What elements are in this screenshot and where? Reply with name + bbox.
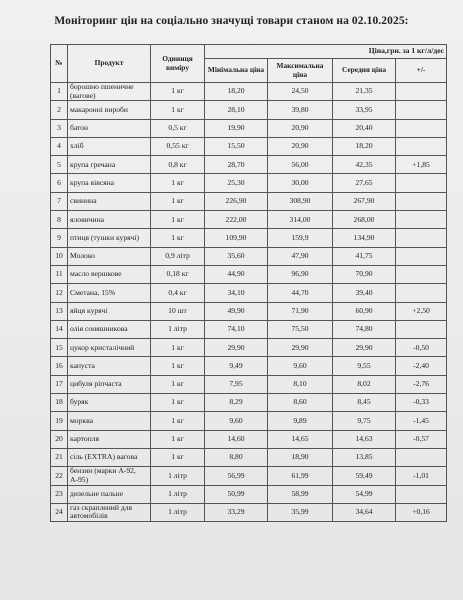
- price-change: -0,57: [396, 430, 447, 448]
- table-row: [51, 503, 447, 521]
- max-price: 56,00: [268, 156, 333, 174]
- row-number: 22: [51, 467, 68, 485]
- unit-cell: 0,18 кг: [151, 265, 205, 283]
- avg-price: 59,49: [333, 467, 396, 485]
- unit-cell: 0,8 кг: [151, 156, 205, 174]
- product-name: макаронні вироби: [68, 101, 151, 119]
- table-row: [51, 156, 447, 174]
- price-change: +1,85: [396, 156, 447, 174]
- min-price: 8,80: [205, 448, 268, 466]
- product-name: цукор кристалічний: [68, 339, 151, 357]
- product-name: яловичина: [68, 211, 151, 229]
- max-price: 9,60: [268, 357, 333, 375]
- unit-cell: 1 кг: [151, 229, 205, 247]
- row-number: 4: [51, 137, 68, 155]
- unit-cell: 1 кг: [151, 211, 205, 229]
- avg-price: 54,99: [333, 485, 396, 503]
- max-price: 9,89: [268, 412, 333, 430]
- header-unit: Одиниця виміру: [151, 45, 205, 83]
- max-price: 71,90: [268, 302, 333, 320]
- max-price: 8,10: [268, 375, 333, 393]
- min-price: 74,10: [205, 320, 268, 338]
- table-row: [51, 137, 447, 155]
- unit-cell: 1 літр: [151, 503, 205, 521]
- unit-cell: 1 кг: [151, 101, 205, 119]
- avg-price: 9,75: [333, 412, 396, 430]
- table-row: [51, 467, 447, 485]
- row-number: 6: [51, 174, 68, 192]
- product-name: газ скраплений для автомобілів: [68, 503, 151, 521]
- table-row: [51, 394, 447, 412]
- min-price: 19,90: [205, 119, 268, 137]
- product-name: цибуля ріпчаста: [68, 375, 151, 393]
- max-price: 58,99: [268, 485, 333, 503]
- price-change: [396, 265, 447, 283]
- avg-price: 13,85: [333, 448, 396, 466]
- row-number: 7: [51, 192, 68, 210]
- price-change: -0,50: [396, 339, 447, 357]
- product-name: Молоко: [68, 247, 151, 265]
- unit-cell: 1 кг: [151, 339, 205, 357]
- avg-price: 267,90: [333, 192, 396, 210]
- row-number: 13: [51, 302, 68, 320]
- table-row: [51, 375, 447, 393]
- max-price: 24,50: [268, 83, 333, 101]
- avg-price: 27,65: [333, 174, 396, 192]
- product-name: яйця курячі: [68, 302, 151, 320]
- price-change: +2,50: [396, 302, 447, 320]
- unit-cell: 1 кг: [151, 448, 205, 466]
- max-price: 61,99: [268, 467, 333, 485]
- max-price: 35,99: [268, 503, 333, 521]
- avg-price: 8,45: [333, 394, 396, 412]
- min-price: 33,29: [205, 503, 268, 521]
- max-price: 29,90: [268, 339, 333, 357]
- header-min: Мінімальна ціна: [205, 59, 268, 83]
- unit-cell: 0,55 кг: [151, 137, 205, 155]
- avg-price: 39,40: [333, 284, 396, 302]
- unit-cell: 1 літр: [151, 320, 205, 338]
- min-price: 14,60: [205, 430, 268, 448]
- unit-cell: 1 кг: [151, 430, 205, 448]
- avg-price: 18,20: [333, 137, 396, 155]
- max-price: 47,90: [268, 247, 333, 265]
- min-price: 7,95: [205, 375, 268, 393]
- product-name: морква: [68, 412, 151, 430]
- row-number: 24: [51, 503, 68, 521]
- price-change: -1,01: [396, 467, 447, 485]
- price-change: [396, 174, 447, 192]
- table-row: [51, 265, 447, 283]
- min-price: 25,30: [205, 174, 268, 192]
- row-number: 18: [51, 394, 68, 412]
- max-price: 30,00: [268, 174, 333, 192]
- table-row: [51, 284, 447, 302]
- max-price: 96,90: [268, 265, 333, 283]
- max-price: 159,9: [268, 229, 333, 247]
- header-avg: Середня ціна: [333, 59, 396, 83]
- min-price: 15,50: [205, 137, 268, 155]
- price-change: [396, 320, 447, 338]
- max-price: 44,70: [268, 284, 333, 302]
- row-number: 20: [51, 430, 68, 448]
- table-row: [51, 119, 447, 137]
- unit-cell: 1 літр: [151, 467, 205, 485]
- table-row: [51, 412, 447, 430]
- price-change: -2,40: [396, 357, 447, 375]
- table-row: [51, 430, 447, 448]
- row-number: 21: [51, 448, 68, 466]
- row-number: 1: [51, 83, 68, 101]
- row-number: 23: [51, 485, 68, 503]
- avg-price: 60,90: [333, 302, 396, 320]
- min-price: 109,90: [205, 229, 268, 247]
- min-price: 44,90: [205, 265, 268, 283]
- avg-price: 34,64: [333, 503, 396, 521]
- price-change: [396, 137, 447, 155]
- product-name: масло вершкове: [68, 265, 151, 283]
- min-price: 28,10: [205, 101, 268, 119]
- row-number: 2: [51, 101, 68, 119]
- min-price: 8,29: [205, 394, 268, 412]
- row-number: 10: [51, 247, 68, 265]
- unit-cell: 1 кг: [151, 394, 205, 412]
- price-change: [396, 101, 447, 119]
- max-price: 8,60: [268, 394, 333, 412]
- avg-price: 8,02: [333, 375, 396, 393]
- product-name: Сметана, 15%: [68, 284, 151, 302]
- product-name: крупа вівсяна: [68, 174, 151, 192]
- table-row: [51, 83, 447, 101]
- max-price: 308,90: [268, 192, 333, 210]
- product-name: крупа гречана: [68, 156, 151, 174]
- price-change: [396, 247, 447, 265]
- avg-price: 9,55: [333, 357, 396, 375]
- price-change: [396, 284, 447, 302]
- row-number: 12: [51, 284, 68, 302]
- row-number: 5: [51, 156, 68, 174]
- price-change: [396, 485, 447, 503]
- document-title: Моніторинг цін на соціально значущі товари станом на 02.10.2025:: [54, 15, 409, 27]
- row-number: 11: [51, 265, 68, 283]
- max-price: 14,65: [268, 430, 333, 448]
- header-product: Продукт: [68, 45, 151, 83]
- price-change: [396, 83, 447, 101]
- max-price: 314,00: [268, 211, 333, 229]
- unit-cell: 1 кг: [151, 357, 205, 375]
- avg-price: 134,90: [333, 229, 396, 247]
- table-row: [51, 339, 447, 357]
- unit-cell: 1 кг: [151, 412, 205, 430]
- unit-cell: 0,9 літр: [151, 247, 205, 265]
- min-price: 49,90: [205, 302, 268, 320]
- table-row: [51, 174, 447, 192]
- avg-price: 29,90: [333, 339, 396, 357]
- max-price: 18,90: [268, 448, 333, 466]
- header-change: +/-: [396, 59, 447, 83]
- min-price: 226,90: [205, 192, 268, 210]
- table-row: [51, 320, 447, 338]
- unit-cell: 10 шт: [151, 302, 205, 320]
- min-price: 50,99: [205, 485, 268, 503]
- table-row: [51, 192, 447, 210]
- price-change: -2,76: [396, 375, 447, 393]
- price-table: [50, 44, 447, 522]
- max-price: 20,90: [268, 119, 333, 137]
- header-max: Максимальна ціна: [268, 59, 333, 83]
- unit-cell: 1 кг: [151, 375, 205, 393]
- product-name: картопля: [68, 430, 151, 448]
- min-price: 29,90: [205, 339, 268, 357]
- row-number: 3: [51, 119, 68, 137]
- table-row: [51, 211, 447, 229]
- table-row: [51, 247, 447, 265]
- min-price: 9,60: [205, 412, 268, 430]
- price-change: [396, 448, 447, 466]
- min-price: 34,10: [205, 284, 268, 302]
- min-price: 28,70: [205, 156, 268, 174]
- max-price: 39,80: [268, 101, 333, 119]
- product-name: сіль (EXTRA) вагова: [68, 448, 151, 466]
- unit-cell: 0,4 кг: [151, 284, 205, 302]
- avg-price: 268,00: [333, 211, 396, 229]
- row-number: 16: [51, 357, 68, 375]
- unit-cell: 1 кг: [151, 174, 205, 192]
- product-name: буряк: [68, 394, 151, 412]
- unit-cell: 1 кг: [151, 192, 205, 210]
- row-number: 14: [51, 320, 68, 338]
- unit-cell: 0,5 кг: [151, 119, 205, 137]
- min-price: 9,49: [205, 357, 268, 375]
- product-name: дизельне пальне: [68, 485, 151, 503]
- row-number: 15: [51, 339, 68, 357]
- table-row: [51, 101, 447, 119]
- product-name: батон: [68, 119, 151, 137]
- header-price-group: Ціна,грн. за 1 кг/л/дес: [205, 45, 447, 59]
- avg-price: 33,95: [333, 101, 396, 119]
- product-name: капуста: [68, 357, 151, 375]
- header-no: №: [51, 45, 68, 83]
- price-change: [396, 119, 447, 137]
- row-number: 19: [51, 412, 68, 430]
- min-price: 35,60: [205, 247, 268, 265]
- table-row: [51, 485, 447, 503]
- avg-price: 74,80: [333, 320, 396, 338]
- row-number: 9: [51, 229, 68, 247]
- product-name: борошно пшеничне (вагове): [68, 83, 151, 101]
- avg-price: 20,40: [333, 119, 396, 137]
- table-row: [51, 357, 447, 375]
- product-name: свинина: [68, 192, 151, 210]
- min-price: 18,20: [205, 83, 268, 101]
- product-name: хліб: [68, 137, 151, 155]
- min-price: 56,99: [205, 467, 268, 485]
- price-change: -1,45: [396, 412, 447, 430]
- avg-price: 42,35: [333, 156, 396, 174]
- avg-price: 21,35: [333, 83, 396, 101]
- price-change: [396, 192, 447, 210]
- row-number: 8: [51, 211, 68, 229]
- price-change: +0,16: [396, 503, 447, 521]
- price-change: [396, 211, 447, 229]
- avg-price: 70,90: [333, 265, 396, 283]
- price-change: [396, 229, 447, 247]
- avg-price: 41,75: [333, 247, 396, 265]
- row-number: 17: [51, 375, 68, 393]
- product-name: бензин (марки А-92, А-95): [68, 467, 151, 485]
- table-row: [51, 448, 447, 466]
- table-row: [51, 302, 447, 320]
- price-change: -0,33: [396, 394, 447, 412]
- unit-cell: 1 кг: [151, 83, 205, 101]
- product-name: олія соняшникова: [68, 320, 151, 338]
- avg-price: 14,63: [333, 430, 396, 448]
- max-price: 75,50: [268, 320, 333, 338]
- max-price: 20,90: [268, 137, 333, 155]
- table-row: [51, 229, 447, 247]
- unit-cell: 1 літр: [151, 485, 205, 503]
- min-price: 222,00: [205, 211, 268, 229]
- product-name: птиця (тушки курячі): [68, 229, 151, 247]
